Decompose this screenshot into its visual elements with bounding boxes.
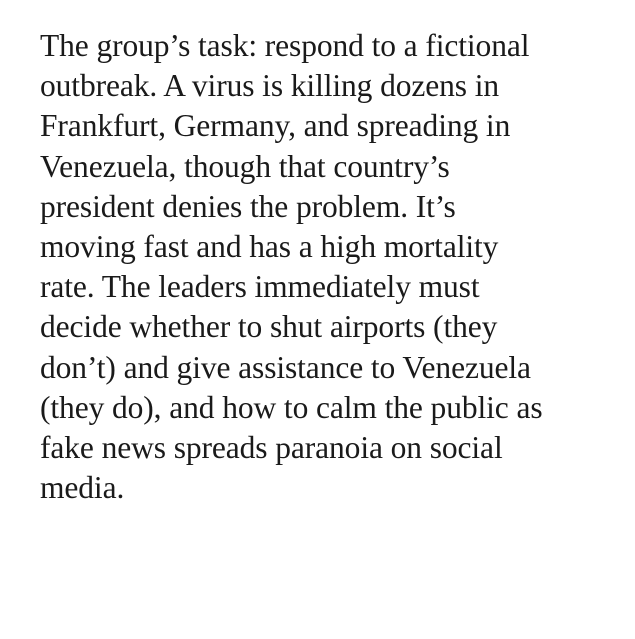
article-paragraph (40, 26, 615, 508)
paragraph-line-11: fake news spreads paranoia on social (40, 430, 503, 466)
paragraph-line-10: (they do), and how to calm the public as (40, 389, 543, 425)
paragraph-line-2: outbreak. A virus is killing dozens in (40, 68, 500, 104)
paragraph-line-6: moving fast and has a high mortality (40, 229, 499, 265)
paragraph-line-8: decide whether to shut airports (they (40, 309, 498, 345)
paragraph-line-1: The group’s task: respond to a fictional (40, 28, 530, 63)
paragraph-line-7: rate. The leaders immediately must (40, 269, 480, 305)
paragraph-line-9: don’t) and give assistance to Venezuela (40, 349, 531, 385)
paragraph-line-4: Venezuela, though that country’s (40, 148, 450, 184)
paragraph-line-5: president denies the problem. It’s (40, 188, 456, 224)
paragraph-line-12: media. (40, 470, 125, 506)
paragraph-line-3: Frankfurt, Germany, and spreading in (40, 108, 511, 144)
